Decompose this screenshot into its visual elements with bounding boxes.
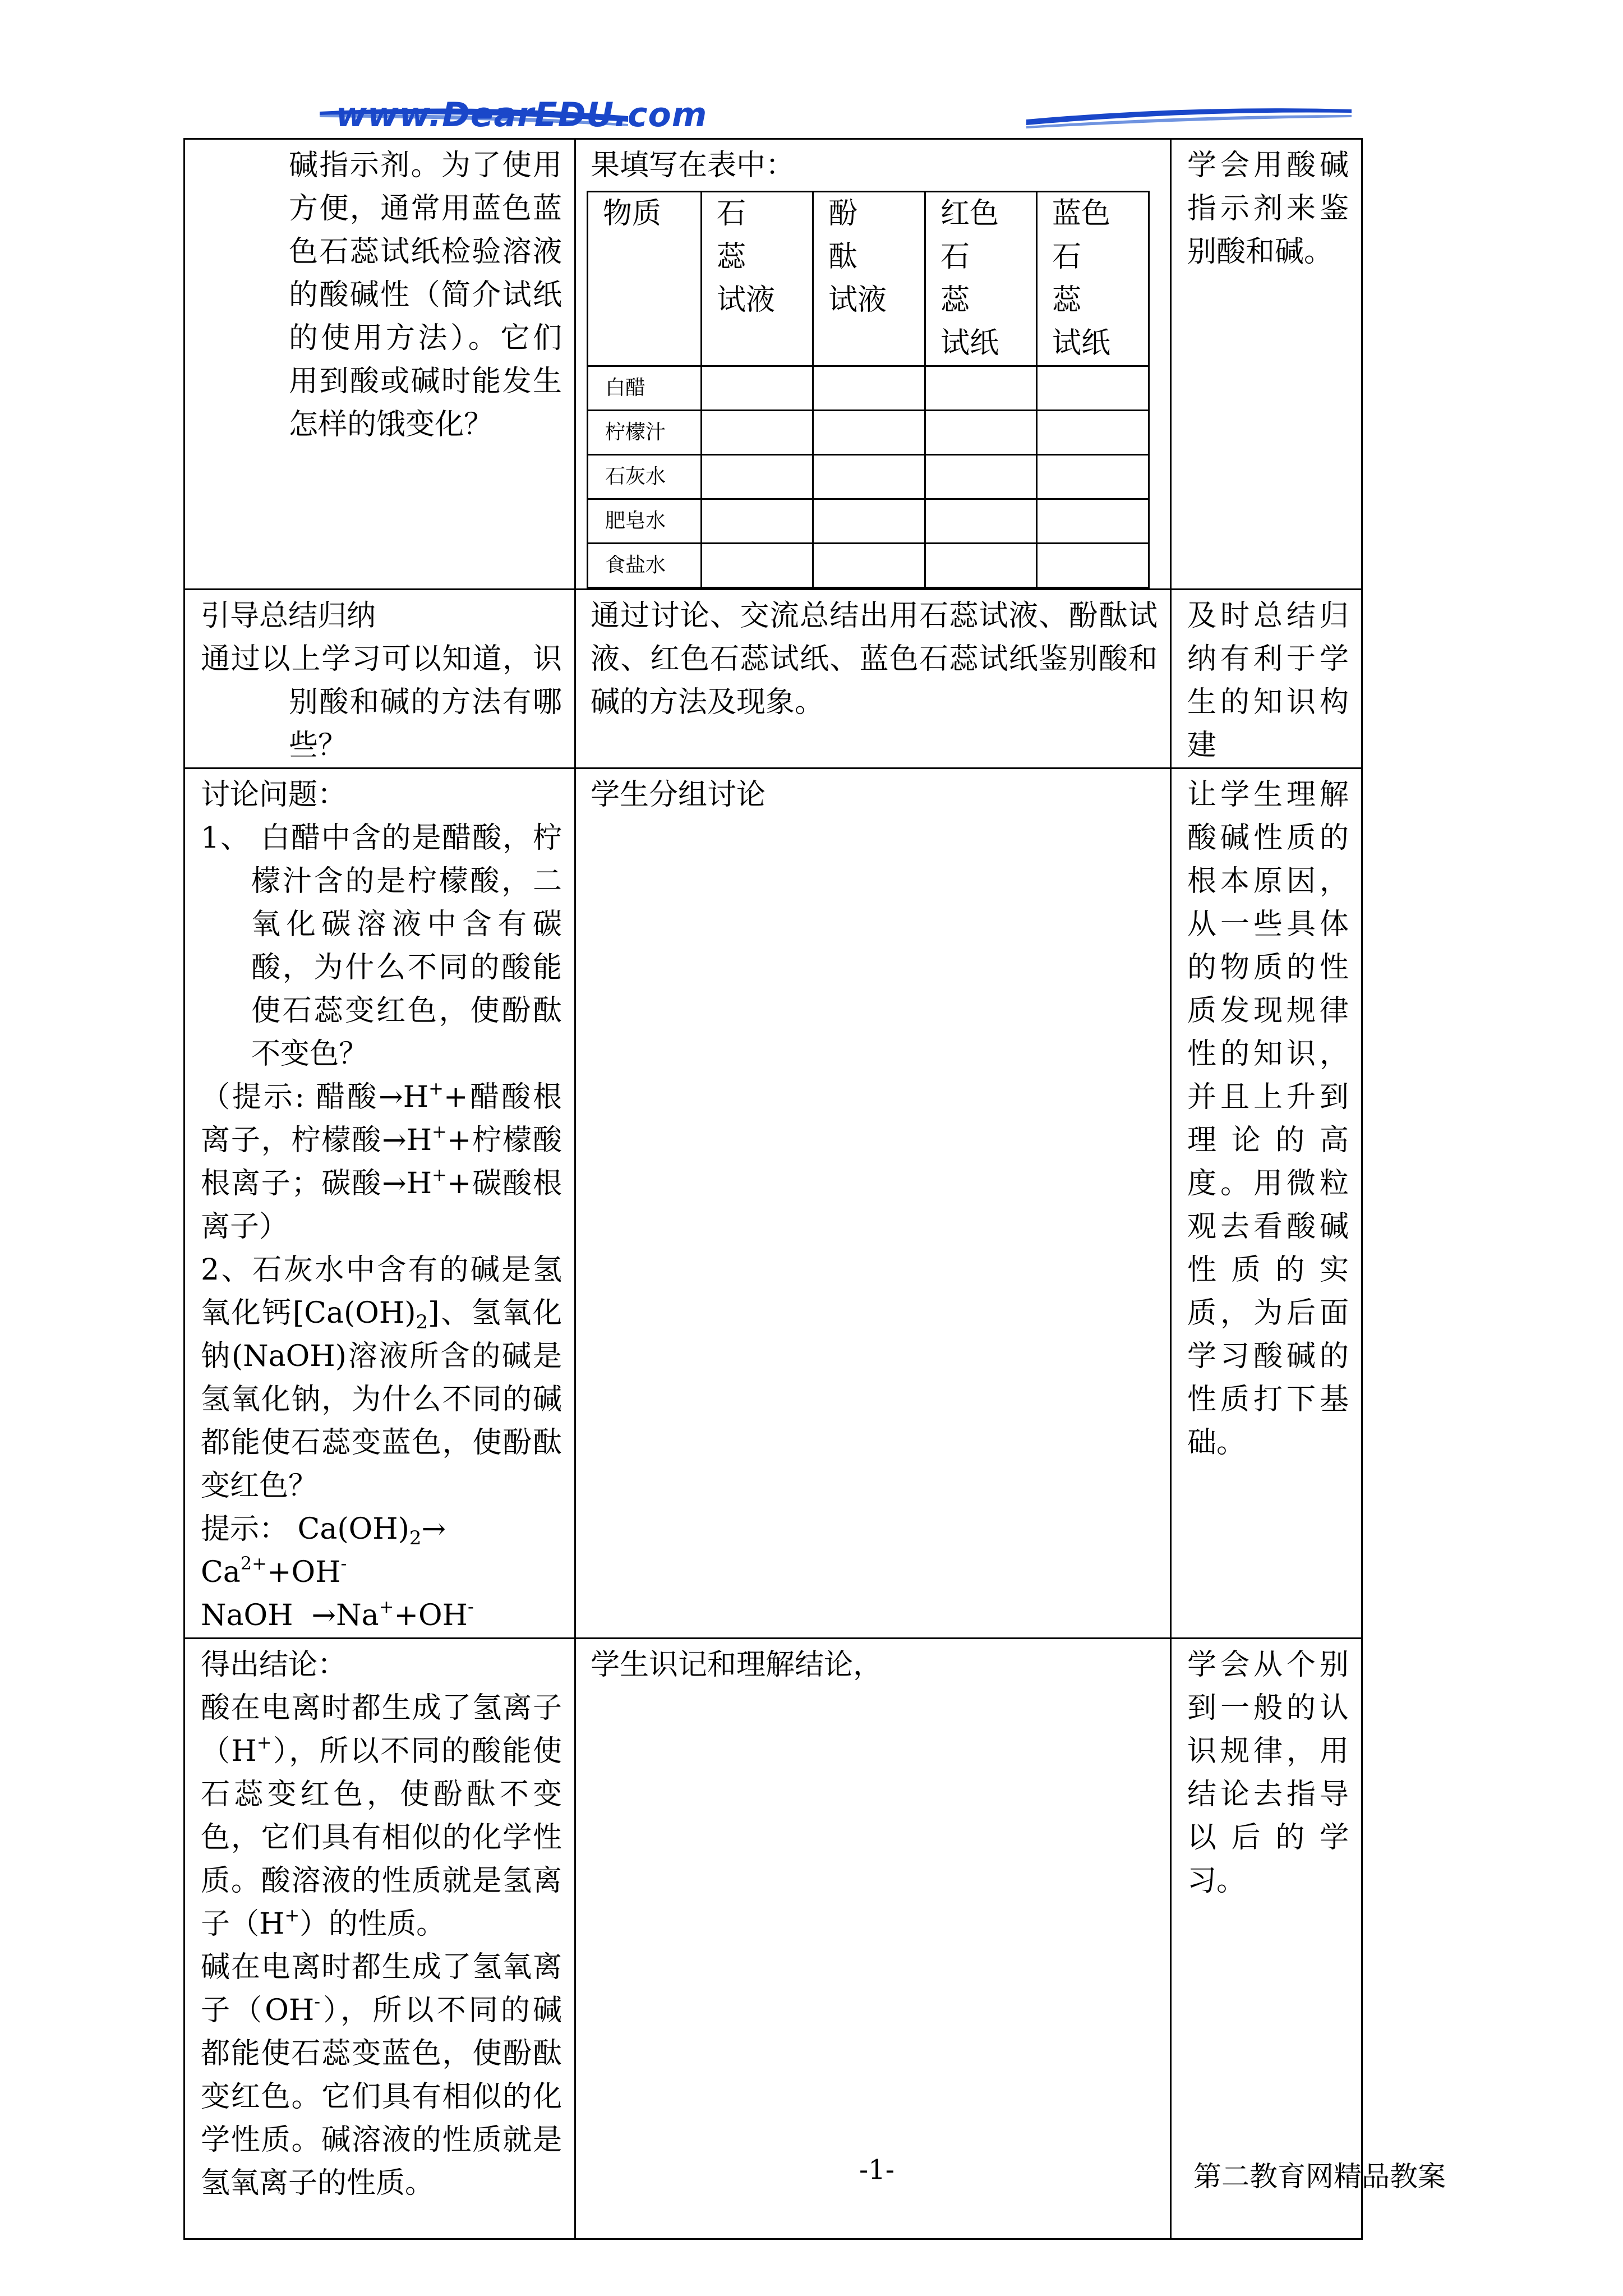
section-title: 得出结论： [201,1648,347,1682]
design-intent-cell [1171,1639,1362,2239]
conclusion-acid: 酸在电离时都生成了氢离子（H+），所以不同的酸能使石蕊变红色，使酚酞不变色，它们具有相似的化学性质。酸溶液的性质就是氢离子（H+）的性质。 [201,1691,562,1941]
summary-text: 通过讨论、交流总结出用石蕊试液、酚酞试液、红色石蕊试纸、蓝色石蕊试纸鉴别酸和碱的方法及现象。 [591,599,1158,719]
result-cell[interactable] [813,499,925,544]
design-intent-cell [1171,769,1362,1639]
result-cell[interactable] [813,544,925,588]
result-cell[interactable] [925,544,1037,588]
result-cell[interactable] [925,411,1037,455]
result-cell[interactable] [1037,411,1149,455]
table-row [588,544,1149,588]
header-substance: 物质 [588,192,702,366]
hint-1: （提示: 醋酸→H++醋酸根离子，柠檬酸→H++柠檬酸根离子；碳酸→H++碳酸根离子） [201,1078,562,1244]
footer-source: 第二教育网精品教案 [1193,2160,1446,2193]
result-cell[interactable] [813,366,925,411]
table-row [588,499,1149,544]
header-phenolphthalein-solution: 酚 酞 试液 [813,192,925,366]
student-activity-cell [575,769,1171,1639]
result-cell[interactable] [925,366,1037,411]
hint-2-line-2: NaOH →Na++OH- [201,1596,474,1632]
hint-2-line-1: 提示： $Ca(OH)_2\to Ca^{2+}+OH^-$ [201,1512,446,1589]
header-blue-litmus-paper: 蓝色 石 蕊 试纸 [1037,192,1149,366]
result-cell[interactable] [813,411,925,455]
result-cell[interactable] [813,455,925,499]
indicator-intro-text: 碱指示剂。为了使用方便，通常用蓝色蓝色石蕊试纸检验溶液的酸碱性（简介试纸的使用方法）。它们用到酸或碱时能发生怎样的饿变化？ [289,149,562,441]
discussion-text: 学生分组讨论 [591,778,766,812]
teacher-activity-cell [185,769,575,1639]
guide-question: 通过以上学习可以知道，识别酸和碱的方法有哪些？ [201,642,562,762]
table-row [588,455,1149,499]
result-cell[interactable] [702,411,813,455]
student-activity-cell [575,139,1171,590]
substance-label: 石灰水 [588,455,702,499]
table-row [185,1639,1362,2239]
table-row [588,366,1149,411]
arrow-icon: → [311,1599,336,1632]
lesson-plan-table [183,138,1363,2240]
result-cell[interactable] [925,455,1037,499]
result-cell[interactable] [1037,499,1149,544]
design-intent-text: 学会用酸碱指示剂来鉴别酸和碱。 [1187,149,1349,269]
design-intent-text: 学会从个别到一般的认识规律，用结论去指导以后的学习。 [1187,1648,1349,1898]
table-row [185,139,1362,590]
page-number: -1- [859,2154,895,2185]
fill-table-instruction: 果填写在表中： [591,149,795,182]
teacher-activity-cell [185,1639,575,2239]
question-1: 1、 白醋中含的是醋酸，柠檬汁含的是柠檬酸，二氧化碳溶液中含有碳酸，为什么不同的酸能使石蕊变红色，使酚酞不变色？ [201,821,562,1071]
memorize-text: 学生识记和理解结论， [591,1648,883,1682]
site-logo[interactable]: www.DearEDU.com [335,95,708,135]
question-2: 2、石灰水中含有的碱是氢氧化钙$[Ca(OH)_2]$、氢氧化钠(NaOH)溶液所含的碱是氢氧化钠，为什么不同的碱都能使石蕊变蓝色，使酚酞变红色？ [201,1253,562,1503]
substance-label: 柠檬汁 [588,411,702,455]
student-activity-cell [575,590,1171,769]
result-cell[interactable] [702,499,813,544]
substance-label: 食盐水 [588,544,702,588]
design-intent-text: 让学生理解酸碱性质的根本原因，从一些具体的物质的性质发现规律性的知识，并且上升到理论的高度。用微粒观去看酸碱性质的实质，为后面学习酸碱的性质打下基础。 [1187,778,1349,1460]
substance-label: 肥皂水 [588,499,702,544]
result-cell[interactable] [1037,455,1149,499]
header-litmus-solution: 石 蕊 试液 [702,192,813,366]
result-cell[interactable] [1037,366,1149,411]
result-cell[interactable] [702,455,813,499]
substance-label: 白醋 [588,366,702,411]
header-red-litmus-paper: 红色 石 蕊 试纸 [925,192,1037,366]
table-row [185,769,1362,1639]
student-activity-cell [575,1639,1171,2239]
indicator-results-table [587,191,1150,588]
conclusion-base: 碱在电离时都生成了氢氧离子（OH-），所以不同的碱都能使石蕊变蓝色，使酚酞变红色。它们具有相似的化学性质。碱溶液的性质就是氢氧离子的性质。 [201,1950,562,2200]
design-intent-text: 及时总结归纳有利于学生的知识构建 [1187,599,1349,762]
result-cell[interactable] [1037,544,1149,588]
design-intent-cell [1171,139,1362,590]
table-row [185,590,1362,769]
table-row [588,411,1149,455]
teacher-activity-cell [185,139,575,590]
section-title: 引导总结归纳 [201,599,376,633]
section-title: 讨论问题： [201,778,347,812]
arrow-icon: → [421,1512,446,1546]
result-cell[interactable] [702,366,813,411]
design-intent-cell [1171,590,1362,769]
result-cell[interactable] [925,499,1037,544]
result-cell[interactable] [702,544,813,588]
teacher-activity-cell [185,590,575,769]
